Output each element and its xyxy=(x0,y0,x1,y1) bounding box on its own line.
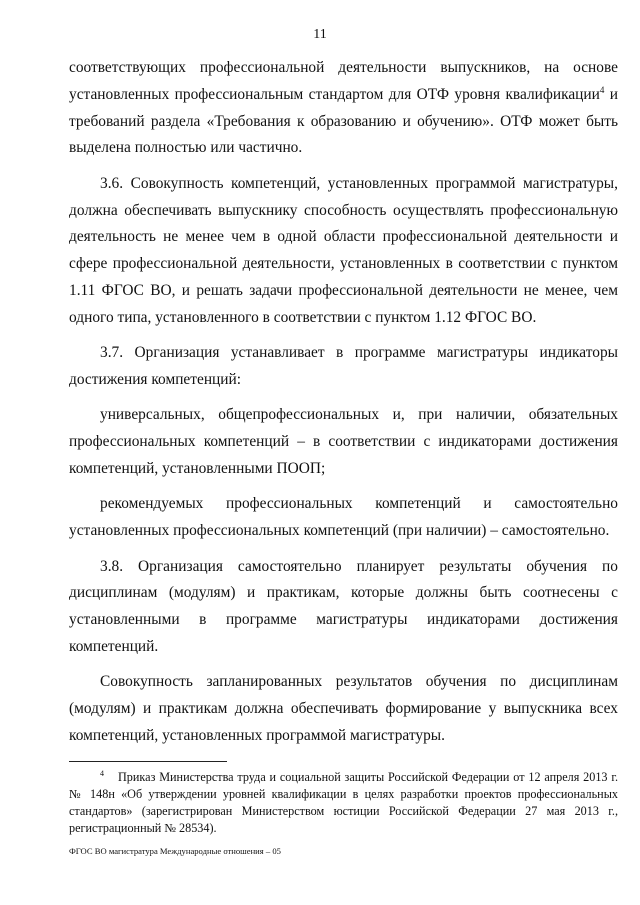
body-text xyxy=(69,55,618,758)
paragraph-recommended-competencies: рекомендуемых профессиональных компетенций и самостоятельно установленных профессиональных компетенций (при наличии) – самостоятельно. xyxy=(69,495,618,540)
footnote xyxy=(69,769,618,837)
footnote-mark: 4 xyxy=(100,769,104,778)
footnote-reference: 4 xyxy=(599,84,605,95)
paragraph-3-7: 3.7. Организация устанавливает в программе магистратуры индикаторы достижения компетенций: xyxy=(69,344,618,388)
paragraph-learning-outcomes: Совокупность запланированных результатов обучения по дисциплинам (модулям) и практикам должна обеспечивать формирование у выпускника всех компетенций, установленных программой магистратуры. xyxy=(69,673,618,744)
paragraph-text: и требований раздела «Требования к образованию и обучению». ОТФ может быть выделена полностью или частично. xyxy=(69,85,618,157)
paragraph-continuation xyxy=(69,55,618,162)
paragraph-3-8: 3.8. Организация самостоятельно планирует результаты обучения по дисциплинам (модулям) и практикам, которые должны быть соотнесены с установленными в программе магистратуры индикаторами достижения компетенций. xyxy=(69,557,618,655)
footnote-divider xyxy=(69,761,227,762)
footnote-text: Приказ Министерства труда и социальной защиты Российской Федерации от 12 апреля 2013 г. № 148н «Об утверждении уровней квалификации в целях разработки проектов профессиональных стандартов» (зарегистрирован Министерством юстиции Российской Федерации 27 мая 2013 г., регистрационный № 28534). xyxy=(69,770,618,835)
paragraph-text: соответствующих профессиональной деятельности выпускников, на основе установленных профессиональным стандартом для ОТФ уровня квалификации xyxy=(69,59,618,103)
page-number: 11 xyxy=(313,27,327,42)
document-footer: ФГОС ВО магистратура Международные отношения – 05 xyxy=(69,846,281,856)
paragraph-3-6: 3.6. Совокупность компетенций, установленных программой магистратуры, должна обеспечивать выпускнику способность осуществлять профессиональную деятельность не менее чем в одной области профессиональной деятельности и сфере профессиональной деятельности, установленных в соответствии с пунктом 1.11 ФГОС ВО, и решать задачи профессиональной деятельности не менее, чем одного типа, установленного в соответствии с пунктом 1.12 ФГОС ВО. xyxy=(69,174,618,326)
paragraph-universal-competencies: универсальных, общепрофессиональных и, при наличии, обязательных профессиональных компетенций – в соответствии с индикаторами достижения компетенций, установленными ПООП; xyxy=(69,406,618,477)
